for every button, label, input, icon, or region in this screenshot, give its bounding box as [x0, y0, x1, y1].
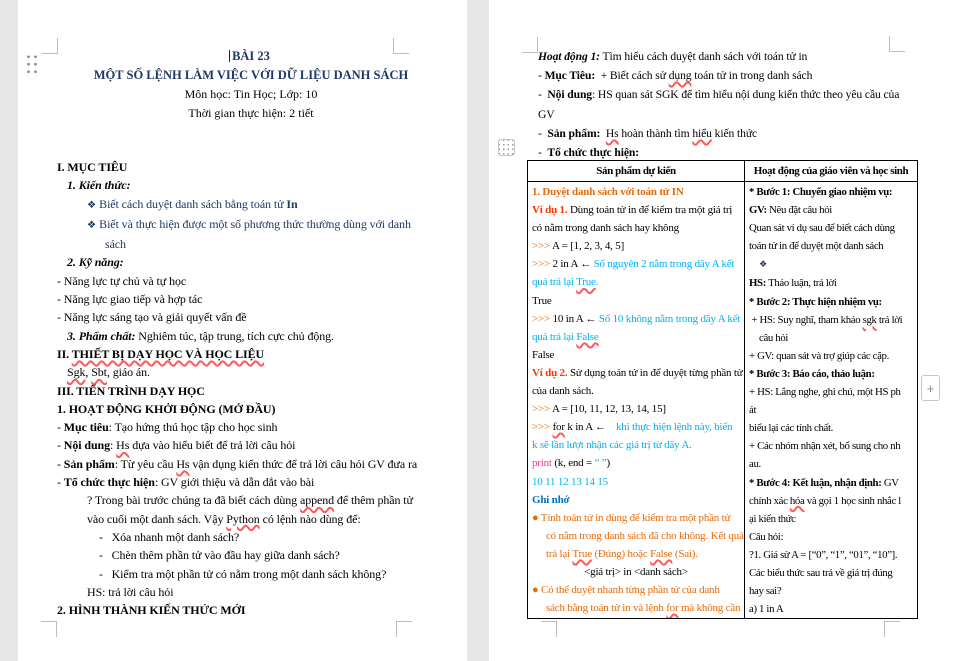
- text-line: [532, 255, 740, 273]
- text-line: [749, 582, 913, 600]
- text-segment: III. TIẾN TRÌNH DẠY HỌC: [57, 383, 205, 398]
- text-segment: “ ”: [594, 457, 607, 470]
- text-segment: và gọi 1 học sinh nhắc l: [804, 494, 901, 507]
- text-segment: print: [532, 457, 552, 470]
- text-segment: Hs: [176, 456, 190, 471]
- text-segment: Dùng toán tử in để kiểm tra một giá trị: [567, 204, 733, 217]
- text-segment: hiểu: [692, 126, 712, 140]
- text-segment: Sử dụng toán tử in để duyệt từng phần tử: [567, 366, 743, 379]
- text-segment: :: [110, 438, 117, 453]
- text-line: [532, 581, 740, 599]
- table-body-row: [528, 182, 918, 619]
- text-segment: au.: [749, 458, 761, 471]
- text-line: [749, 219, 913, 237]
- text-segment: câu hỏi: [759, 331, 789, 344]
- text-segment: * Bước 2: Thực hiện nhiệm vụ:: [749, 295, 882, 308]
- text-segment: (Đúng) hoặc: [591, 547, 651, 560]
- text-segment: BÀI 23: [232, 49, 270, 63]
- text-line: [532, 328, 740, 346]
- text-segment: ,: [85, 365, 92, 380]
- text-segment: - Năng lực sáng tạo và giải quyết vấn đề: [57, 310, 247, 325]
- text-segment: Tính toán tử in dùng để kiểm tra một phần tử: [540, 511, 731, 524]
- text-segment: : Tạo hứng thú học tập cho học sinh: [108, 420, 278, 435]
- text-line: [532, 219, 740, 237]
- table-header-row: [528, 161, 918, 182]
- text-line: [532, 292, 740, 310]
- text-segment: 2 in A ←: [552, 258, 594, 271]
- text-line: [57, 158, 449, 176]
- text-segment: - Kiểm tra một phần tử có nằm trong một danh sách không?: [99, 566, 387, 581]
- text-line: [57, 253, 449, 271]
- text-segment: k in A ←: [564, 421, 616, 434]
- text-line: [57, 418, 449, 436]
- text-line: [532, 418, 740, 436]
- text-segment: dựa vào hiểu biết để trả lời câu hỏi: [129, 438, 296, 453]
- text-segment: Hoạt động 1:: [538, 50, 600, 63]
- table-move-handle[interactable]: [498, 139, 515, 156]
- text-segment: trả lời: [876, 313, 903, 326]
- text-segment: -: [57, 475, 64, 490]
- text-line: [57, 601, 449, 619]
- text-line: [749, 255, 913, 274]
- text-segment: hóa: [789, 494, 805, 507]
- activity-table: [527, 160, 918, 619]
- margin-corner-mark: [41, 621, 57, 637]
- text-segment: Các biểu thức sau trả về giá trị đúng: [749, 566, 893, 579]
- text-segment: Nội dung: [547, 88, 592, 102]
- text-line: [532, 473, 740, 491]
- text-segment: toán tử in để duyệt một danh sách: [749, 240, 884, 253]
- text-segment: ●: [532, 584, 541, 597]
- text-line: [749, 201, 913, 219]
- text-line: [532, 237, 740, 255]
- text-segment: Ghi nhớ: [532, 493, 570, 506]
- text-segment: 3. Phẩm chất:: [67, 328, 136, 343]
- text-segment: quả trả lại: [532, 276, 577, 289]
- text-segment: * Bước 1: Chuyển giao nhiệm vụ:: [749, 186, 893, 198]
- text-segment: mà không cần: [678, 602, 741, 615]
- text-segment: để thêm phần tử: [334, 493, 413, 508]
- text-line: [532, 527, 744, 545]
- text-segment: hay sai?: [749, 585, 782, 598]
- text-line: [749, 474, 913, 492]
- text-segment: Ví dụ 1.: [532, 204, 568, 217]
- text-segment: + GV: quan sát và trợ giúp các cặp.: [749, 349, 889, 362]
- text-segment: - Xóa nhanh một danh sách?: [99, 529, 240, 544]
- text-segment: False: [576, 330, 599, 343]
- text-line: [538, 105, 956, 124]
- text-line: [532, 599, 740, 617]
- text-segment: Sản phẩm: [63, 456, 115, 471]
- text-line: [749, 510, 913, 528]
- text-line: [532, 310, 740, 328]
- margin-corner-mark: [42, 38, 58, 54]
- text-segment: HS:: [749, 277, 766, 290]
- text-segment: -: [57, 420, 64, 435]
- text-segment: A = [1, 2, 3, 4, 5]: [551, 240, 625, 253]
- text-line: [749, 183, 913, 201]
- text-line: [749, 564, 913, 582]
- text-line: [57, 436, 449, 454]
- table-cell-products[interactable]: [528, 182, 745, 619]
- text-segment: biểu lại các tính chất.: [749, 422, 833, 435]
- text-line: [532, 382, 740, 400]
- text-segment: quả trả lại: [532, 330, 577, 343]
- text-line: [532, 436, 740, 454]
- text-segment: Nghiêm túc, tập trung, tích cực chủ động.: [135, 328, 334, 343]
- text-line: [749, 455, 913, 473]
- text-segment: có lệnh nào dùng để:: [259, 511, 361, 526]
- text-segment: sách bằng toán tử in và lệnh: [546, 602, 667, 615]
- text-line: [749, 419, 913, 437]
- text-segment: chính xác: [749, 494, 790, 507]
- margin-corner-mark: [522, 37, 538, 53]
- table-cell-activities[interactable]: [745, 182, 918, 619]
- page1-body-text: [57, 158, 449, 619]
- text-segment: ●: [532, 511, 541, 524]
- text-segment: Tổ chức thực hiện: [63, 475, 155, 490]
- diamond-bullet-icon: ❖: [87, 199, 100, 211]
- text-segment: vận dụng kiến thức để trả lời câu hỏi GV đưa ra: [189, 456, 418, 471]
- text-segment: * Bước 3: Báo cáo, thảo luận:: [749, 367, 875, 380]
- activity1-intro-text: [538, 47, 956, 162]
- text-line: [57, 195, 449, 215]
- paragraph-drag-handle[interactable]: [24, 52, 37, 73]
- text-segment: Thảo luận, trả lời: [765, 277, 837, 290]
- text-line: [57, 47, 445, 66]
- text-segment: A = [10, 11, 12, 13, 14, 15]: [551, 403, 666, 416]
- text-segment: for: [666, 602, 679, 615]
- text-line: [532, 545, 740, 563]
- text-line: [57, 215, 449, 235]
- text-segment: k sẽ lần lượt nhận các giá trị từ dãy A.: [532, 439, 692, 452]
- text-line: [749, 437, 913, 455]
- text-segment: I. MỤC TIÊU: [57, 160, 128, 174]
- text-segment: append: [299, 493, 335, 508]
- text-segment: Tìm hiểu cách duyệt danh sách với toán tử in: [599, 50, 808, 63]
- text-line: [57, 176, 449, 194]
- text-segment: Hs: [605, 126, 619, 140]
- text-segment: Sbt: [91, 365, 107, 380]
- text-segment: GV:: [749, 204, 767, 217]
- text-segment: - Năng lực tự chủ và tự học: [57, 273, 187, 288]
- text-line: [57, 327, 449, 345]
- text-segment: a) 1 in A: [749, 603, 784, 616]
- text-segment: Mục tiêu: [63, 420, 109, 435]
- text-line: [749, 401, 913, 419]
- text-line: [749, 383, 913, 401]
- text-segment: Python: [226, 511, 260, 526]
- text-line: [749, 492, 913, 510]
- text-line: [57, 473, 449, 491]
- text-segment: False: [532, 348, 555, 361]
- text-segment: của danh sách.: [532, 385, 594, 398]
- text-segment: Nêu đặt câu hỏi: [766, 204, 832, 217]
- text-segment: (Sai).: [672, 547, 698, 560]
- text-segment: Thời gian thực hiện: 2 tiết: [188, 106, 314, 120]
- text-segment: >>>: [532, 421, 553, 434]
- text-line: [57, 382, 449, 400]
- text-line: [57, 66, 445, 85]
- diamond-bullet-icon: ❖: [87, 219, 100, 231]
- text-segment: -: [538, 126, 548, 140]
- text-segment: Tổ chức thực hiện:: [547, 146, 640, 160]
- text-segment: dụng: [668, 69, 692, 83]
- text-segment: Số 10 không nằm trong dãy A kết: [598, 312, 741, 325]
- text-segment: ?1. Giả sử A = [“0”, “1”, “01”, “10”].: [749, 548, 898, 561]
- text-segment: Nội dung: [63, 438, 111, 453]
- text-line: [749, 528, 913, 546]
- text-segment: THIẾT BỊ DẠY HỌC VÀ HỌC LIỆU: [71, 346, 265, 361]
- text-segment: : GV giới thiệu và dẫn dắt vào bài: [154, 475, 315, 490]
- text-line: [57, 528, 449, 546]
- text-line: [532, 201, 740, 219]
- text-segment: - Chèn thêm phần tử vào đầu hay giữa danh sách?: [99, 548, 340, 563]
- text-line: [538, 85, 956, 104]
- text-line: [57, 491, 449, 509]
- text-line: [532, 273, 740, 291]
- text-segment: Sgk: [67, 365, 86, 380]
- text-line: [57, 345, 449, 363]
- text-segment: vào cuối một danh sách. Vậy: [87, 511, 227, 526]
- text-segment: >>>: [532, 258, 553, 271]
- text-segment: .: [595, 276, 599, 289]
- text-segment: át: [749, 404, 757, 417]
- text-segment: 10 11 12 13 14 15: [532, 475, 608, 488]
- text-segment: True: [572, 547, 592, 560]
- text-line: [57, 455, 449, 473]
- text-segment: GV: [538, 107, 555, 121]
- text-segment: -: [57, 456, 64, 471]
- text-line: [532, 563, 740, 581]
- text-segment: Hs: [116, 438, 130, 453]
- document-title-block: [57, 47, 445, 123]
- text-segment: Sản phẩm:: [547, 126, 601, 140]
- text-segment: , giáo án.: [106, 365, 150, 380]
- text-segment: (k, end =: [551, 457, 595, 470]
- text-segment: MỘT SỐ LỆNH LÀM VIỆC VỚI DỮ LIỆU DANH SÁCH: [93, 68, 409, 82]
- text-segment: * Bước 4: Kết luận, nhận định:: [749, 476, 882, 489]
- text-segment: -: [57, 438, 64, 453]
- text-line: [749, 274, 913, 292]
- text-segment: >>>: [532, 403, 552, 416]
- text-segment: GV: [881, 476, 899, 489]
- text-line: [57, 363, 449, 381]
- table-header-products: Sản phẩm dự kiến: [528, 161, 745, 182]
- text-segment: >>>: [532, 312, 553, 325]
- activities-cell-text: [745, 182, 917, 618]
- text-line: [57, 85, 445, 104]
- text-line: [57, 308, 449, 326]
- text-segment: có nằm trong danh sách đã cho không. Kết quả: [546, 529, 744, 542]
- text-segment: Môn học: Tin Học; Lớp: 10: [184, 87, 318, 101]
- text-segment: Câu hỏi:: [749, 530, 784, 543]
- text-segment: 2. Kỹ năng:: [67, 255, 124, 270]
- text-segment: 1. Duyệt danh sách với toán tử IN: [532, 186, 684, 198]
- text-line: [749, 365, 913, 383]
- text-segment: + Biết cách sử: [595, 69, 669, 83]
- text-segment: HS: trả lời câu hỏi: [87, 584, 174, 599]
- text-line: [57, 272, 449, 290]
- text-line: [749, 237, 913, 255]
- text-line: [749, 311, 913, 329]
- text-line: [57, 235, 449, 253]
- text-segment: hoàn thành tìm: [618, 126, 693, 140]
- text-line: [57, 565, 449, 583]
- text-line: [532, 364, 743, 382]
- text-segment: Số nguyên 2 nằm trong dãy A kết: [593, 258, 735, 271]
- text-line: [532, 400, 740, 418]
- text-segment: -: [538, 69, 545, 83]
- text-line: [57, 400, 449, 418]
- text-line: [57, 104, 445, 123]
- text-segment: -: [538, 146, 548, 160]
- text-line: [749, 347, 913, 365]
- text-segment: ): [606, 457, 610, 470]
- text-segment: II.: [57, 346, 72, 361]
- text-segment: - Năng lực giao tiếp và hợp tác: [57, 292, 203, 307]
- text-segment: 10 in A ←: [552, 312, 599, 325]
- text-line: [538, 66, 956, 85]
- text-line: [532, 454, 740, 472]
- text-line: [57, 290, 449, 308]
- text-segment: ? Trong bài trước chúng ta đã biết cách dùng: [87, 493, 300, 508]
- text-line: [57, 510, 449, 528]
- text-line: [57, 546, 449, 564]
- text-segment: Biết cách duyệt danh sách bằng toán tử: [99, 196, 287, 211]
- text-line: [532, 346, 740, 364]
- text-line: [538, 47, 956, 66]
- text-segment: In: [286, 196, 298, 211]
- text-segment: + HS: Lắng nghe, ghi chú, một HS ph: [749, 386, 901, 399]
- text-segment: có nằm trong danh sách hay không: [532, 222, 679, 235]
- text-segment: : Từ yêu cầu: [114, 456, 177, 471]
- text-segment: + Các nhóm nhận xét, bổ sung cho nh: [749, 440, 901, 453]
- text-segment: + HS: Suy nghĩ, tham khảo: [749, 313, 863, 326]
- text-segment: for: [552, 421, 565, 434]
- text-segment: 1. Kiến thức:: [67, 178, 131, 193]
- text-segment: Mục Tiêu:: [544, 69, 596, 83]
- products-cell-text: [528, 182, 744, 617]
- text-segment: toán tử in trong danh sách: [691, 69, 813, 83]
- text-line: [532, 183, 740, 201]
- text-segment: Có thể duyệt nhanh từng phần tử của danh: [541, 584, 720, 597]
- text-segment: trả lại: [546, 547, 573, 560]
- text-line: [57, 583, 449, 601]
- margin-corner-mark: [541, 621, 557, 637]
- text-segment: False: [650, 547, 673, 560]
- diamond-bullet-icon: ❖: [759, 259, 767, 271]
- text-segment: khi thực hiện lệnh này, biến: [615, 421, 733, 434]
- text-segment: True: [532, 294, 552, 307]
- text-line: [538, 124, 956, 143]
- text-segment: 2. HÌNH THÀNH KIẾN THỨC MỚI: [57, 603, 246, 618]
- text-segment: Quan sát ví dụ sau để biết cách dùng: [749, 222, 895, 235]
- text-segment: 1. HOẠT ĐỘNG KHỞI ĐỘNG (MỞ ĐẦU): [57, 401, 276, 416]
- text-segment: sgk: [862, 313, 877, 326]
- insert-row-button[interactable]: +: [921, 375, 940, 401]
- table-header-activities: Hoạt động của giáo viên và học sinh: [745, 161, 918, 182]
- text-segment: >>>: [532, 240, 552, 253]
- text-line: [749, 293, 913, 311]
- margin-corner-mark: [396, 621, 412, 637]
- text-segment: sách: [105, 237, 126, 252]
- text-segment: kiến thức: [711, 126, 758, 140]
- text-line: [749, 329, 913, 347]
- text-segment: <giá trị> in <danh sách>: [584, 565, 688, 578]
- text-line: [749, 546, 913, 564]
- text-segment: True: [576, 276, 596, 289]
- margin-corner-mark: [884, 621, 900, 637]
- text-segment: Biết và thực hiện được một số phương thức thường dùng với danh: [99, 216, 411, 231]
- text-segment: : HS quan sát SGK để tìm hiểu nội dung kiến thức theo yêu cầu của: [592, 88, 900, 102]
- text-segment: Ví dụ 2.: [532, 366, 568, 379]
- text-line: [749, 600, 913, 618]
- text-segment: -: [538, 88, 548, 102]
- text-segment: ại kiến thức: [749, 512, 796, 525]
- text-line: [532, 509, 740, 527]
- text-line: [532, 491, 740, 509]
